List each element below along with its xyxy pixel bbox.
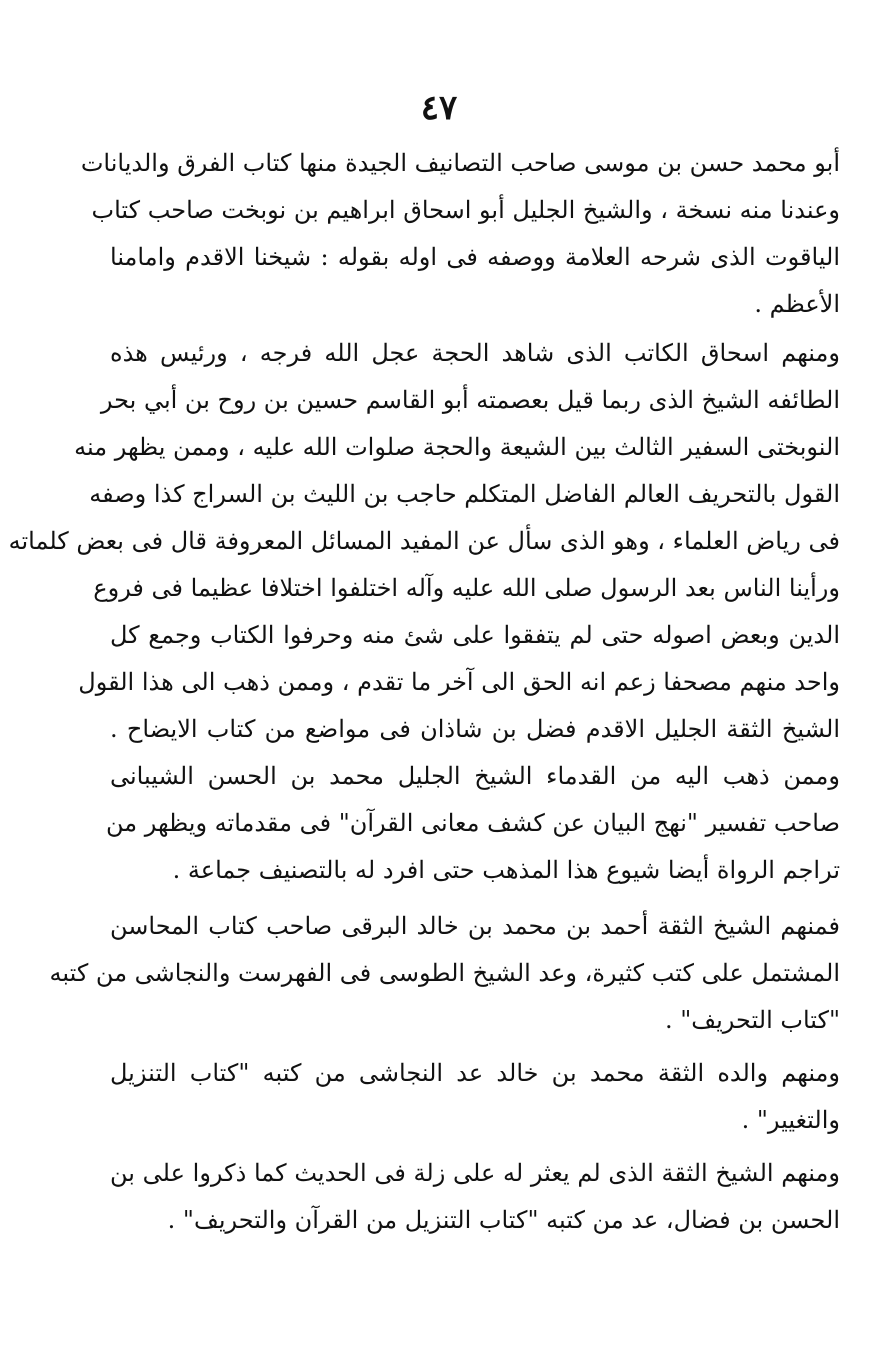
text-line: ومنهم والده الثقة محمد بن خالد عد النجاشى من كتبه "كتاب التنزيل — [110, 1059, 840, 1087]
paragraph-1 — [80, 140, 840, 328]
text-line: القول بالتحريف العالم الفاضل المتكلم حاجب بن الليث بن السراج كذا وصفه — [89, 480, 840, 508]
text-line: المشتمل على كتب كثيرة، وعد الشيخ الطوسى فى الفهرست والنجاشى من كتبه — [49, 959, 840, 987]
text-line: والتغيير" . — [741, 1106, 840, 1134]
text-line: الأعظم . — [754, 290, 840, 318]
text-line: ومنهم الشيخ الثقة الذى لم يعثر له على زلة فى الحديث كما ذكروا على بن — [110, 1159, 840, 1187]
text-line: الشيخ الثقة الجليل الاقدم فضل بن شاذان فى مواضع من كتاب الايضاح . — [110, 715, 840, 743]
text-line: الدين وبعض اصوله حتى لم يتفقوا على شئ منه وحرفوا الكتاب وجمع كل — [110, 621, 840, 649]
text-line: وممن ذهب اليه من القدماء الشيخ الجليل محمد بن الحسن الشيبانى — [110, 762, 840, 790]
text-line: وعندنا منه نسخة ، والشيخ الجليل أبو اسحاق ابراهيم بن نوبخت صاحب كتاب — [91, 196, 840, 224]
paragraph-5 — [110, 1150, 840, 1244]
text-line: الطائفه الشيخ الذى ربما قيل بعصمته أبو القاسم حسين بن روح بن أبي بحر — [100, 386, 840, 414]
text-line: ورأينا الناس بعد الرسول صلى الله عليه وآله اختلفوا اختلافا عظيما فى فروع — [93, 574, 840, 602]
text-line: ومنهم اسحاق الكاتب الذى شاهد الحجة عجل الله فرجه ، ورئيس هذه — [110, 339, 840, 367]
text-line: الياقوت الذى شرحه العلامة ووصفه فى اوله بقوله : شيخنا الاقدم وامامنا — [110, 243, 840, 271]
paragraph-4 — [110, 1050, 840, 1144]
text-line: أبو محمد حسن بن موسى صاحب التصانيف الجيدة منها كتاب الفرق والديانات — [80, 149, 840, 177]
text-line: تراجم الرواة أيضا شيوع هذا المذهب حتى افرد له بالتصنيف جماعة . — [172, 856, 840, 884]
text-line: فى رياض العلماء ، وهو الذى سأل عن المفيد المسائل المعروفة قال فى بعض كلماته — [8, 527, 840, 555]
text-line: الحسن بن فضال، عد من كتبه "كتاب التنزيل من القرآن والتحريف" . — [167, 1206, 840, 1234]
paragraph-3 — [49, 903, 840, 1044]
text-line: فمنهم الشيخ الثقة أحمد بن محمد بن خالد البرقى صاحب كتاب المحاسن — [110, 912, 840, 940]
text-line: النوبختى السفير الثالث بين الشيعة والحجة صلوات الله عليه ، وممن يظهر منه — [74, 433, 840, 461]
text-line: "كتاب التحريف" . — [664, 1006, 840, 1034]
text-line: واحد منهم مصحفا زعم انه الحق الى آخر ما تقدم ، وممن ذهب الى هذا القول — [78, 668, 840, 696]
paragraph-2 — [8, 330, 840, 894]
page-number: ٤٧ — [420, 88, 458, 128]
text-line: صاحب تفسير "نهج البيان عن كشف معانى القرآن" فى مقدماته ويظهر من — [106, 809, 840, 837]
